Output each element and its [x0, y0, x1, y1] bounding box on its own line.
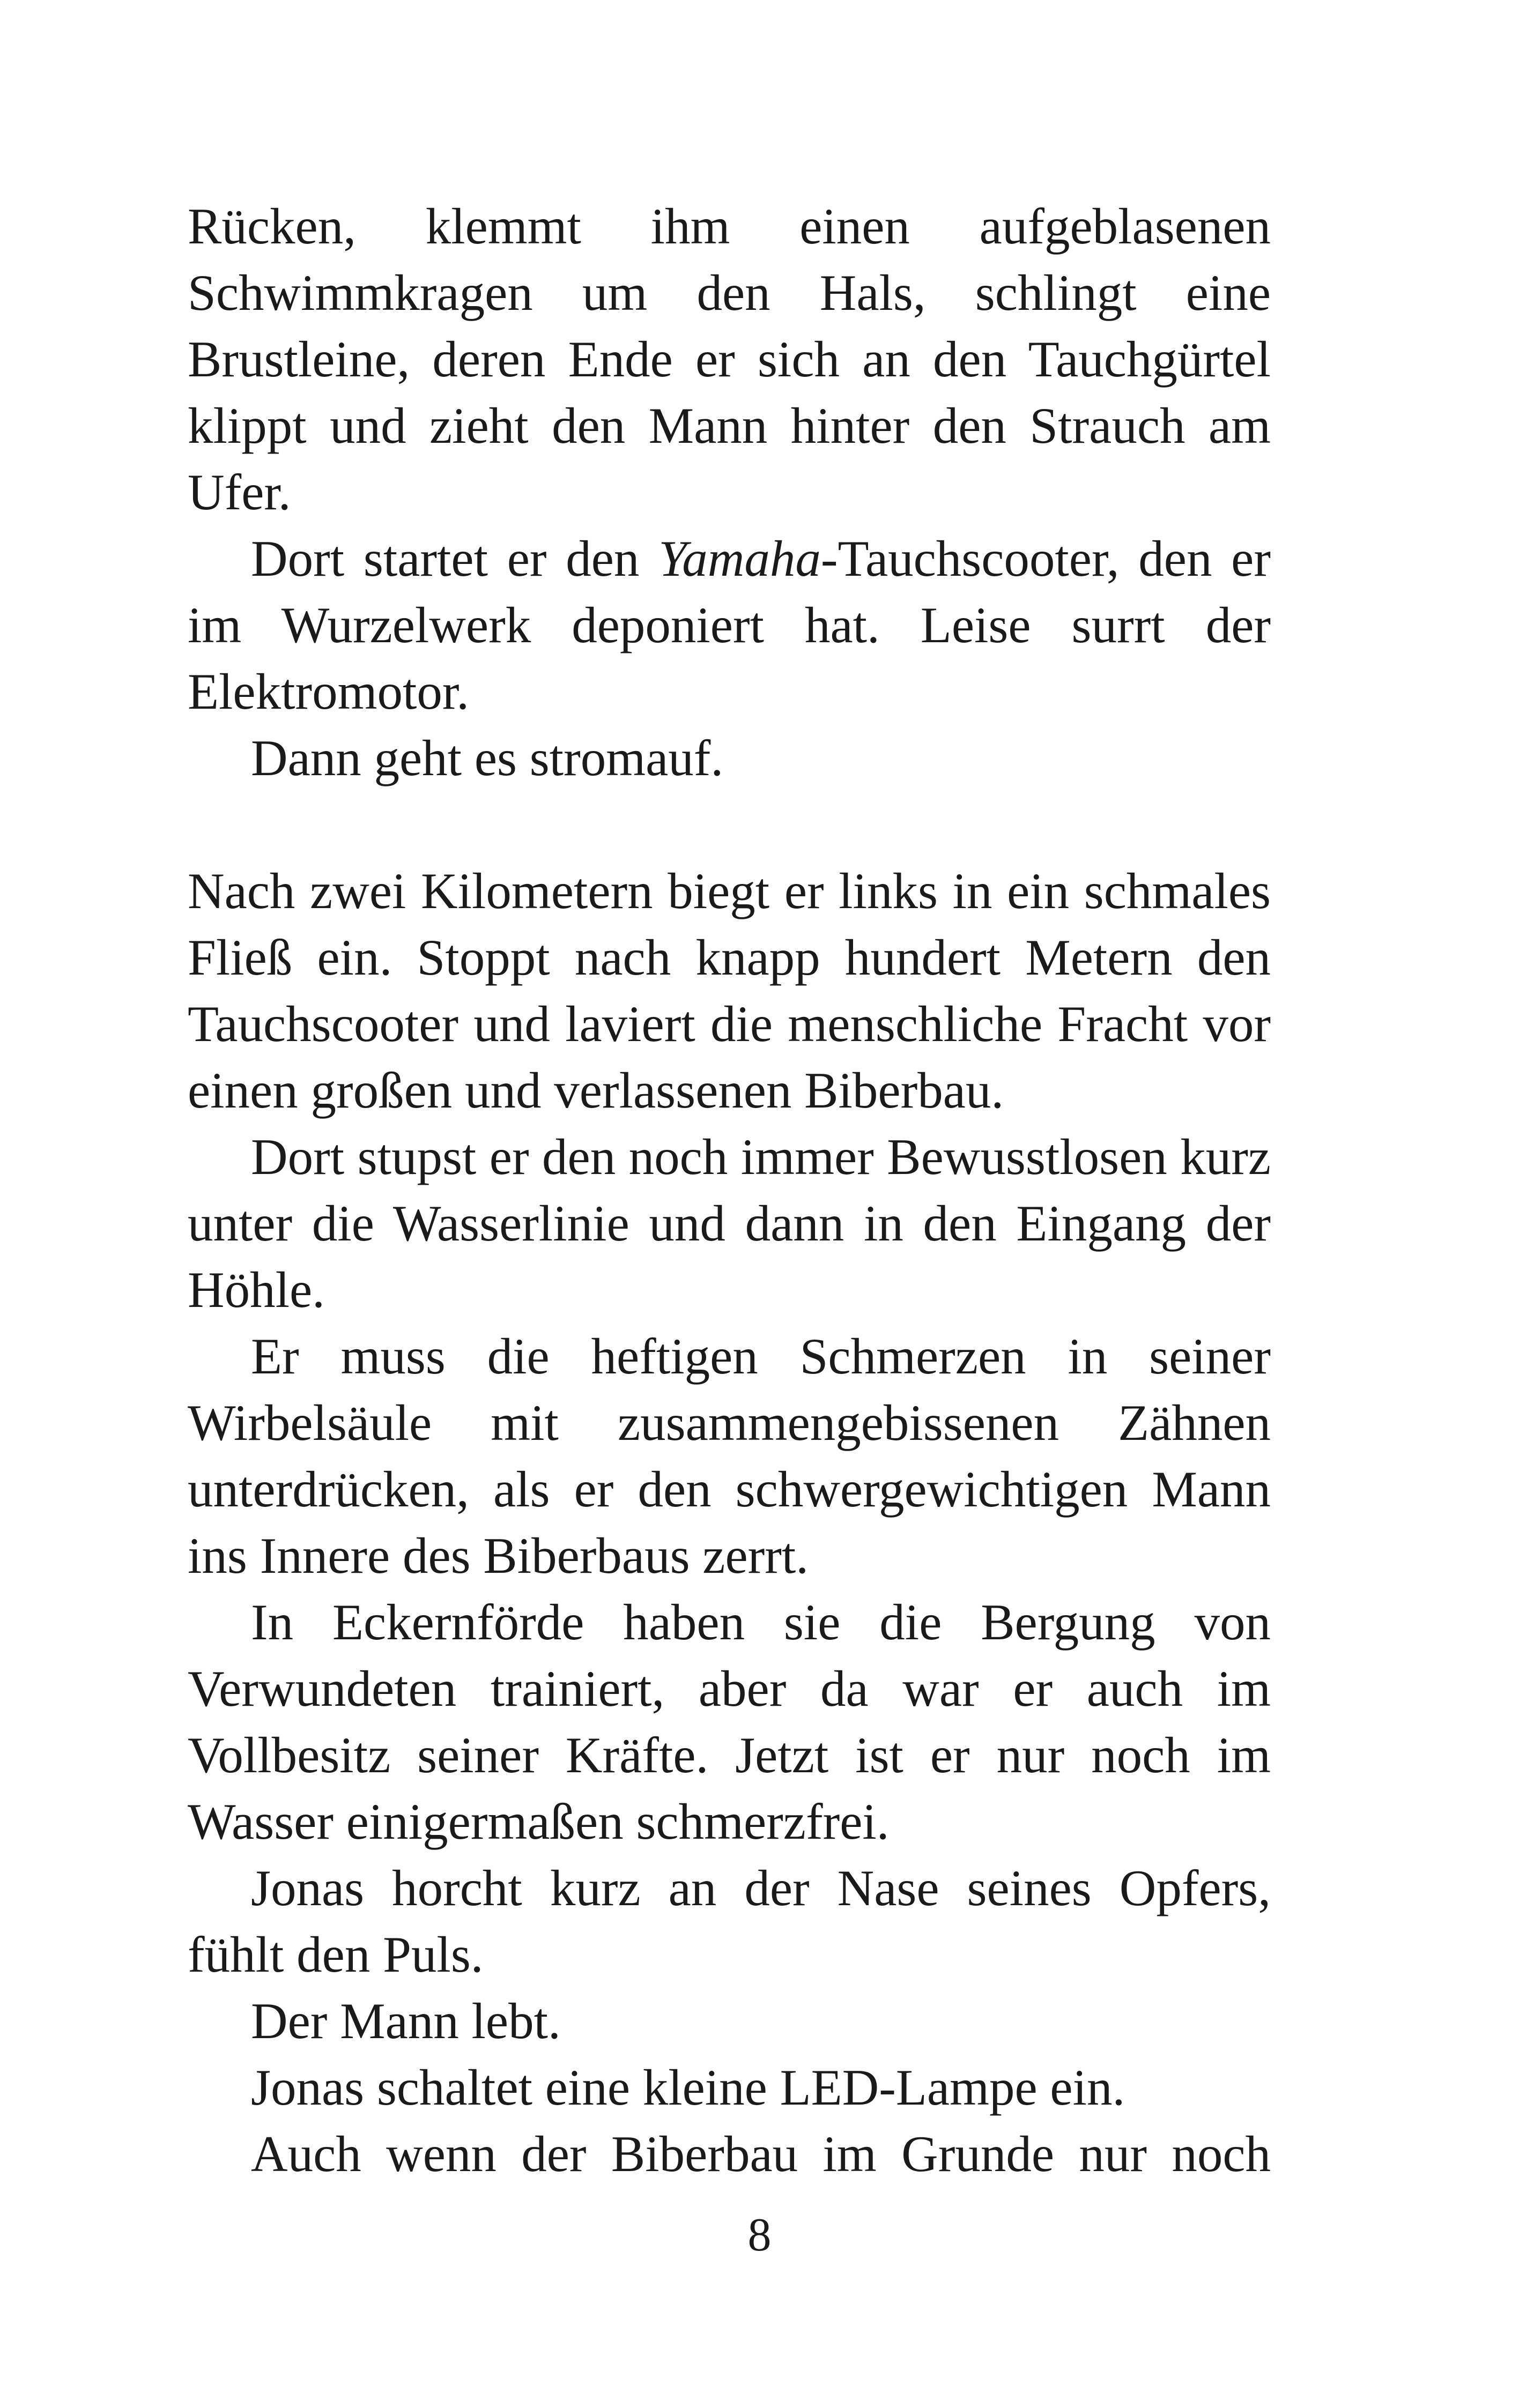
- body-text: [188, 193, 1271, 2187]
- paragraph: Er muss die heftigen Schmerzen in seiner Wirbelsäule mit zusammengebissenen Zähnen unterdrücken, als er den schwergewichtigen Mann ins Innere des Biberbaus zerrt.: [188, 1328, 1271, 1584]
- paragraph-text: Dort startet er den: [251, 530, 659, 587]
- paragraph: Rücken, klemmt ihm einen aufgeblasenen Schwimmkragen um den Hals, schlingt eine Brustleine, deren Ende er sich an den Tauchgürtel klippt und zieht den Mann hinter den Strauch am Ufer.: [188, 198, 1271, 521]
- paragraph: Auch wenn der Biberbau im Grunde nur noch: [251, 2125, 1271, 2182]
- paragraph-text: -Tauchscooter, den er im Wurzelwerk deponiert hat. Leise surrt der Elektromotor.: [188, 530, 1271, 720]
- page-number: 8: [747, 2209, 772, 2261]
- paragraph: Jonas schaltet eine kleine LED-Lampe ein.: [251, 2059, 1125, 2116]
- paragraph: [188, 525, 1271, 725]
- paragraph: Dort stupst er den noch immer Bewusstlosen kurz unter die Wasserlinie und dann in den Eingang der Höhle.: [188, 1128, 1271, 1318]
- paragraph: Nach zwei Kilometern biegt er links in ein schmales Fließ ein. Stoppt nach knapp hundert Metern den Tauchscooter und laviert die menschliche Fracht vor einen großen und verlassenen Biberbau.: [188, 863, 1271, 1119]
- paragraph: Dann geht es stromauf.: [251, 730, 724, 786]
- paragraph: In Eckernförde haben sie die Bergung von Verwundeten trainiert, aber da war er auch im Vollbesitz seiner Kräfte. Jetzt ist er nur noch im Wasser einigermaßen schmerzfrei.: [188, 1594, 1271, 1850]
- paragraph: Der Mann lebt.: [251, 1993, 561, 2049]
- paragraph: Jonas horcht kurz an der Nase seines Opfers, fühlt den Puls.: [188, 1860, 1271, 1983]
- brand-name-italic: Yamaha: [658, 530, 821, 587]
